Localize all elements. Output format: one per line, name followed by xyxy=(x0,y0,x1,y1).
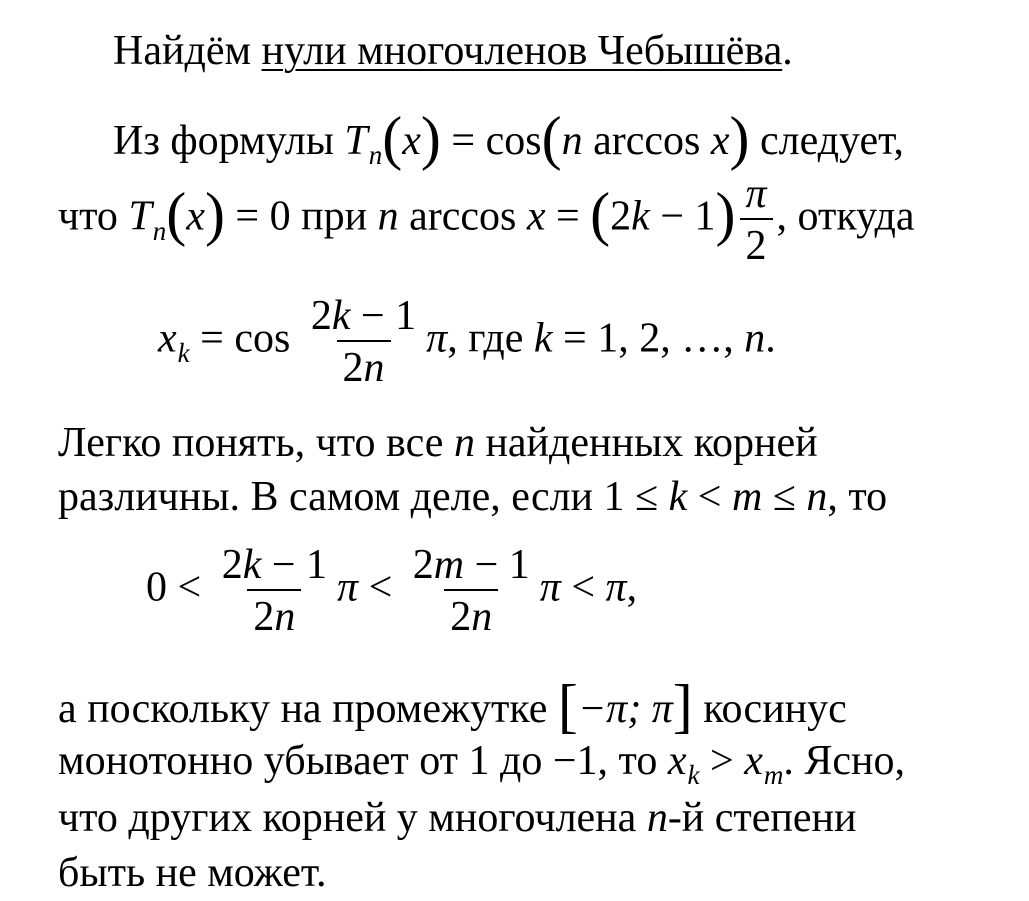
math-var: n xyxy=(274,594,296,641)
math-var: T xyxy=(344,118,368,164)
fraction xyxy=(739,172,772,268)
fraction-numerator xyxy=(407,543,536,589)
text: 2 xyxy=(253,594,275,641)
math-var: π xyxy=(337,564,359,611)
text: = cos xyxy=(440,118,542,164)
text: = 1, 2, …, xyxy=(552,315,745,362)
text-line xyxy=(58,797,856,839)
text: а поскольку на промежутке xyxy=(58,686,558,732)
math-var: x xyxy=(526,193,546,240)
math-var: n xyxy=(471,594,493,641)
text: 2 xyxy=(342,345,364,392)
text: ≤ xyxy=(762,474,807,520)
text: , где xyxy=(447,315,534,362)
text: 2 xyxy=(310,293,332,339)
text-line xyxy=(58,476,887,518)
text: различны. В самом деле, если 1 ≤ xyxy=(58,474,669,520)
math-var: −π; π xyxy=(577,686,673,732)
math-var: n xyxy=(453,420,475,466)
math-var: x xyxy=(186,193,205,240)
text: что xyxy=(58,193,129,240)
text: . xyxy=(782,28,793,74)
paren: ) xyxy=(204,180,225,247)
text: > xyxy=(699,738,745,784)
math-var: x xyxy=(710,118,730,164)
text: следует, xyxy=(749,118,904,164)
text: = xyxy=(545,193,591,240)
formula-line-4 xyxy=(146,543,637,639)
paren: ( xyxy=(541,105,562,171)
formula-line-2 xyxy=(58,172,915,268)
text: косинус xyxy=(692,686,847,732)
math-var: x xyxy=(402,118,421,164)
text: Найдём xyxy=(113,28,262,74)
fraction-denominator: 2 xyxy=(740,218,773,268)
text: Из формулы xyxy=(113,118,345,164)
bracket: ] xyxy=(672,673,693,739)
fraction-numerator xyxy=(216,543,333,589)
math-var: x xyxy=(744,738,763,784)
fraction xyxy=(305,294,422,390)
math-var: n xyxy=(363,345,385,392)
math-var: k xyxy=(631,193,650,240)
math-subscript: k xyxy=(177,337,190,368)
fraction-denominator xyxy=(247,589,301,639)
underlined-term: нули многочленов Чебышёва xyxy=(261,28,783,74)
text: 0 < xyxy=(146,564,212,611)
text: − 1 xyxy=(261,542,328,588)
text: < xyxy=(687,474,732,520)
text: Легко понять, что все xyxy=(58,420,454,466)
paren: ( xyxy=(166,180,187,247)
text: − 1 xyxy=(649,193,716,240)
fraction-numerator xyxy=(305,294,422,340)
math-var: π xyxy=(605,564,627,611)
text: − 1 xyxy=(350,293,417,339)
math-subscript: n xyxy=(152,215,167,246)
text-line xyxy=(58,738,905,790)
paren: ) xyxy=(715,180,736,247)
text: 2 xyxy=(450,594,472,641)
math-var: k xyxy=(668,474,688,520)
math-var: n xyxy=(806,474,828,520)
fraction-denominator xyxy=(337,340,391,390)
text: . xyxy=(765,315,776,362)
text: − 1 xyxy=(464,542,530,588)
math-var: π xyxy=(539,564,561,611)
formula-line-3 xyxy=(158,294,776,390)
paren: ( xyxy=(590,180,611,247)
math-subscript: m xyxy=(763,760,784,790)
math-var: n xyxy=(744,315,766,362)
fraction-numerator: π xyxy=(745,171,767,217)
text: , то xyxy=(827,474,888,520)
text: быть не может. xyxy=(58,850,327,896)
text: , xyxy=(626,564,638,611)
math-subscript: k xyxy=(687,760,700,790)
math-var: m xyxy=(433,542,465,588)
fraction xyxy=(216,543,333,639)
math-var: x xyxy=(667,738,687,784)
fraction xyxy=(407,543,536,639)
text: = cos xyxy=(189,315,301,362)
paren: ( xyxy=(382,105,403,171)
text: < xyxy=(358,564,403,611)
text: 2 xyxy=(221,542,243,588)
math-var: n xyxy=(646,795,668,841)
text: 2 xyxy=(412,542,434,588)
text: монотонно убывает от 1 до −1, то xyxy=(58,738,668,784)
text: 2 xyxy=(610,193,632,240)
text: , откуда xyxy=(776,193,915,240)
formula-line-1 xyxy=(113,104,904,171)
math-var: x xyxy=(158,315,177,362)
math-var: k xyxy=(242,542,262,588)
math-var: k xyxy=(331,293,351,339)
text: что других корней у многочлена xyxy=(58,795,647,841)
fraction-denominator xyxy=(444,589,498,639)
bracket: [ xyxy=(557,673,578,739)
math-var: T xyxy=(128,193,152,240)
paren: ) xyxy=(420,105,441,171)
paren: ) xyxy=(729,105,750,171)
math-var: n xyxy=(377,193,399,240)
text: arccos xyxy=(398,193,527,240)
text: arccos xyxy=(582,118,711,164)
heading-line xyxy=(113,30,793,72)
math-var: k xyxy=(533,315,553,362)
math-var: m xyxy=(731,474,763,520)
text-line xyxy=(58,852,327,894)
text: найденных корней xyxy=(474,420,818,466)
text: < xyxy=(560,564,606,611)
math-subscript: n xyxy=(368,140,383,170)
math-var: π xyxy=(426,315,448,362)
text: -й степени xyxy=(667,795,857,841)
text: . Ясно, xyxy=(783,738,905,784)
text-line xyxy=(58,672,847,739)
text: = 0 при xyxy=(224,193,378,240)
text-line xyxy=(58,422,818,464)
math-var: n xyxy=(561,118,583,164)
